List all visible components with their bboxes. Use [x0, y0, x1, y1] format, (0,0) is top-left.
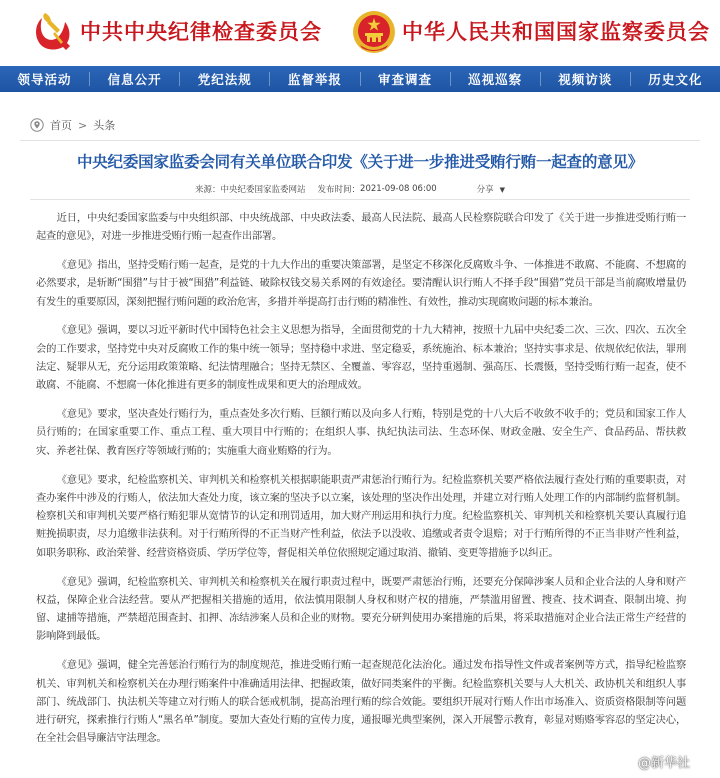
ccdi-title[interactable]: 中共中央纪律检查委员会	[80, 19, 322, 44]
main-nav	[0, 66, 720, 92]
watermark-text: @新华社	[638, 756, 691, 771]
source-label: 来源：	[195, 185, 221, 195]
share-label: 分享	[476, 185, 494, 195]
article-title: 中央纪委国家监委会同有关单位联合印发《关于进一步推进受贿行贿一起查的意见》	[76, 153, 644, 171]
publish-time: 2021-09-08 06:00	[360, 184, 437, 194]
source-value: 中央纪委国家监委网站	[220, 185, 306, 195]
nav-item-inspection[interactable]: 巡视巡察	[468, 72, 523, 87]
nsc-title[interactable]: 中华人民共和国国家监察委员会	[402, 19, 710, 44]
breadcrumb-home[interactable]: 首页	[50, 119, 72, 132]
paragraph: 《意见》强调，健全完善惩治行贿行为的制度规范，推进受贿行贿一起查规范化法治化。通过发布指导性文件或者案例等方式，指导纪检监察机关、审判机关和检察机关在办理行贿案件中准确适用法律、把握政策，做好同类案件的平衡。纪检监察机关要与人大机关、政协机关和组织人事部门、统战部门、执法机关等建立对行贿人的联合惩戒机制，提高治理行贿的综合效能。要组织开展对行贿人作出市场准入、资质资格限制等问题进行研究，探索推行行贿人“黑名单”制度。要加大查处行贿的宣传力度，通报曝光典型案例，深入开展警示教育，彰显对贿赂零容忍的坚定决心，在全社会倡导廉洁守法理念。	[36, 659, 686, 745]
location-pin-icon	[30, 118, 44, 132]
paragraph: 《意见》要求，纪检监察机关、审判机关和检察机关根据职能职责严肃惩治行贿行为。纪检监察机关要严格依法履行查处行贿的重要职责，对查办案件中涉及的行贿人，依法加大查处力度，该立案的坚决予以立案，该处理的坚决作出处理，并建立对行贿人处理工作的内部制约监督机制。检察机关和审判机关要严格行贿犯罪从宽情节的认定和刑罚适用，加大财产刑运用和执行力度。纪检监察机关、审判机关和检察机关要认真履行追赃挽损职责，尽力追缴非法获利。对于行贿所得的不正当财产性利益，依法予以没收、追缴或者责令退赔；对于行贿所得的不正当非财产性利益，如职务职称、政治荣誉、经营资格资质、学历学位等，督促相关单位依照规定通过取消、撤销、变更等措施予以纠正。	[36, 473, 686, 559]
article-meta	[195, 183, 505, 195]
site-header	[0, 0, 720, 66]
breadcrumb-current[interactable]: 头条	[93, 119, 116, 132]
chevron-down-icon: ▼	[499, 186, 506, 194]
xinhua-watermark	[616, 752, 690, 771]
nav-item-leadership[interactable]: 领导活动	[17, 72, 72, 87]
divider	[20, 140, 700, 141]
article-body	[36, 209, 686, 758]
paragraph: 《意见》强调，要以习近平新时代中国特色社会主义思想为指导，全面贯彻党的十九大精神，按照十九届中央纪委二次、三次、四次、五次全会的工作要求，坚持党中央对反腐败工作的集中统一领导；坚持稳中求进、坚定稳妥，系统施治、标本兼治；坚持实事求是、依规依纪依法，罪刑法定、疑罪从无，充分运用政策策略、纪法情理融合；坚持无禁区、全覆盖、零容忍，坚持重遏制、强高压、长震慑，坚持受贿行贿一起查，使不敢腐、不能腐、不想腐一体化推进有更多的制度性成果和更大的治理成效。	[36, 324, 686, 392]
party-emblem-icon[interactable]	[30, 9, 76, 55]
nav-item-history[interactable]: 历史文化	[648, 72, 703, 87]
nav-item-supervision-report[interactable]: 监督举报	[287, 72, 342, 87]
paragraph: 近日，中央纪委国家监委与中央组织部、中央统战部、中央政法委、最高人民法院、最高人民检察院联合印发了《关于进一步推进受贿行贿一起查的意见》，对进一步推进受贿行贿一起查作出部署。	[36, 212, 686, 243]
divider	[30, 199, 690, 200]
nav-item-info-disclosure[interactable]: 信息公开	[107, 72, 162, 87]
national-emblem-icon[interactable]	[351, 9, 397, 55]
nav-item-investigation[interactable]: 审查调查	[378, 72, 433, 87]
nav-item-regulations[interactable]: 党纪法规	[197, 72, 252, 87]
share-button[interactable]	[477, 183, 505, 195]
weibo-icon	[616, 755, 634, 769]
breadcrumb	[30, 116, 115, 134]
breadcrumb-separator: >	[78, 118, 88, 132]
paragraph: 《意见》指出，坚持受贿行贿一起查，是党的十九大作出的重要决策部署，是坚定不移深化反腐败斗争、一体推进不敢腐、不能腐、不想腐的必然要求，是斩断“围猎”与甘于被“围猎”利益链、破除权钱交易关系网的有效途径。要清醒认识行贿人不择手段“围猎”党员干部是当前腐败增量仍有发生的重要原因，深刻把握行贿问题的政治危害，多措并举提高打击行贿的精准性、有效性，推动实现腐败问题的标本兼治。	[36, 259, 686, 308]
paragraph: 《意见》强调，纪检监察机关、审判机关和检察机关在履行职责过程中，既要严肃惩治行贿，还要充分保障涉案人员和企业合法的人身和财产权益，保障企业合法经营。要从严把握相关措施的适用，依法慎用限制人身权和财产权的措施，严禁滥用留置、搜查、技术调查、限制出境、拘留、逮捕等措施，严禁超范围查封、扣押、冻结涉案人员和企业的财物。要充分研判使用办案措施的后果，将采取措施对企业合法正常生产经营的影响降到最低。	[36, 575, 686, 643]
paragraph: 《意见》要求，坚决查处行贿行为，重点查处多次行贿、巨额行贿以及向多人行贿，特别是党的十八大后不收敛不收手的；党员和国家工作人员行贿的；在国家重要工作、重点工程、重大项目中行贿的；在组织人事、执纪执法司法、生态环保、财政金融、安全生产、食品药品、帮扶救灾、养老社保、教育医疗等领域行贿的；实施重大商业贿赂的行为。	[36, 408, 686, 457]
time-label: 发布时间：	[317, 185, 361, 195]
nav-item-video[interactable]: 视频访谈	[558, 72, 613, 87]
